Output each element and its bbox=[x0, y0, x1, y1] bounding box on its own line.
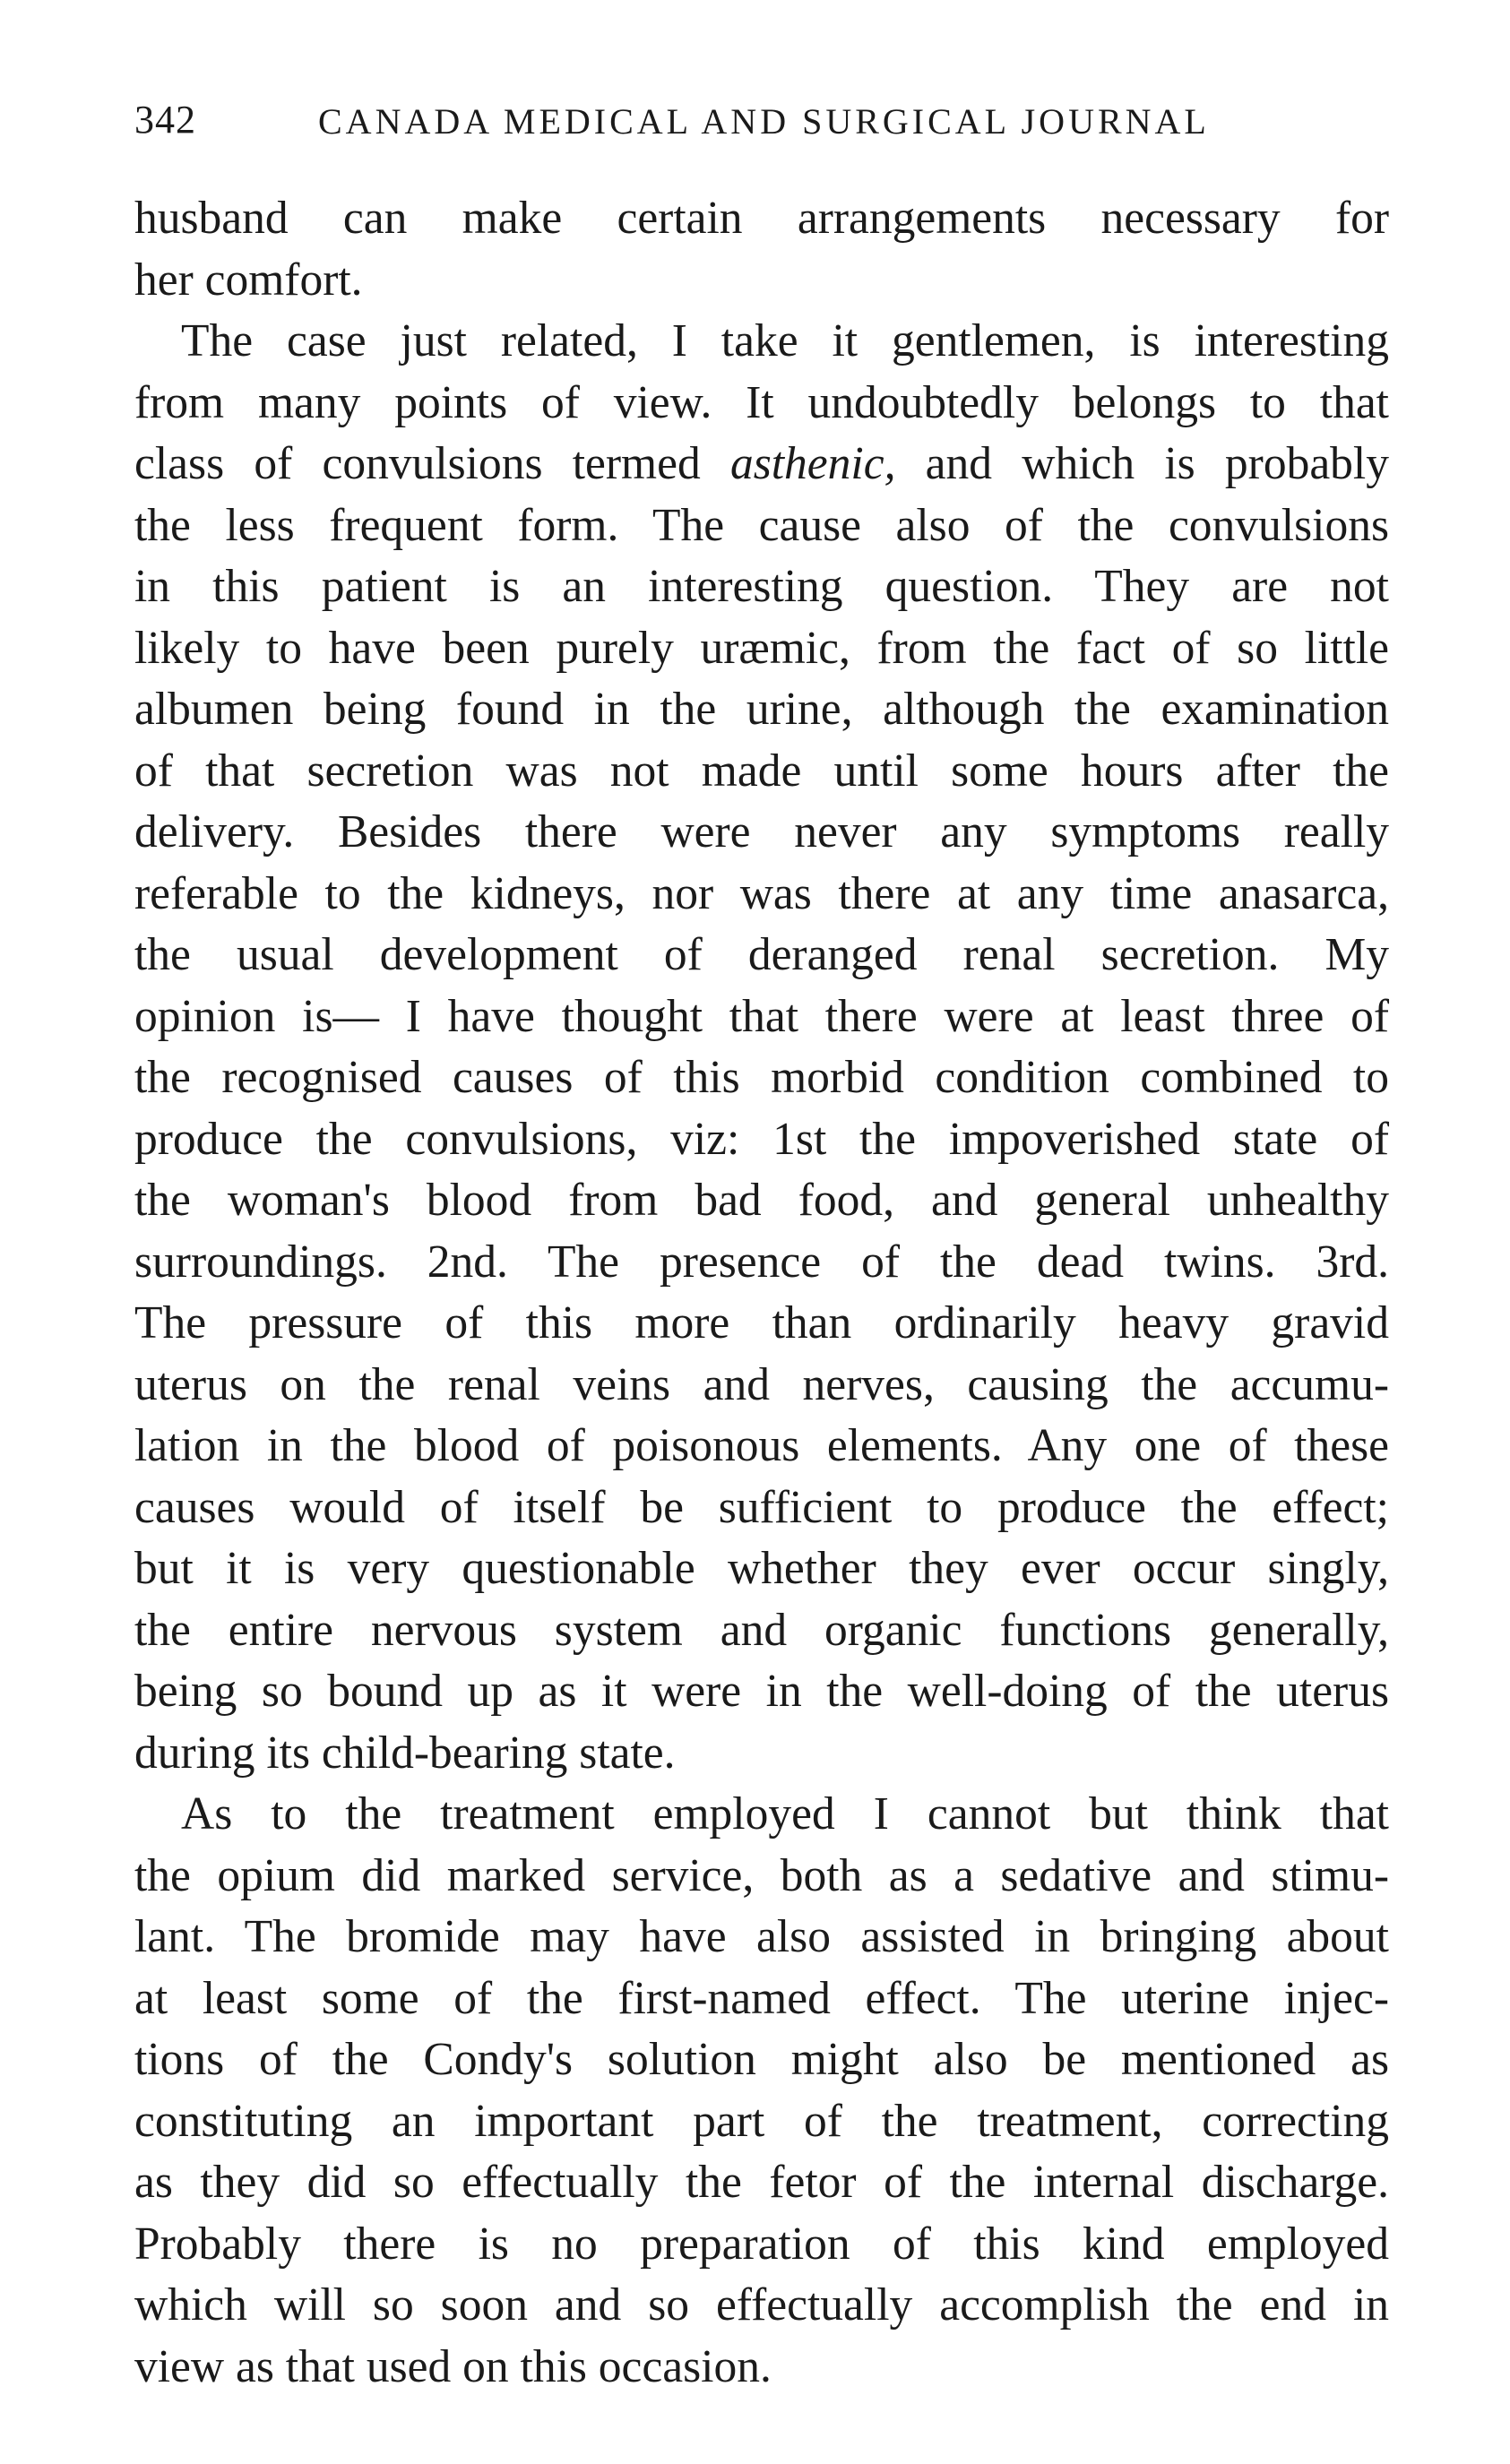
text-segment: class of convulsions termed bbox=[134, 438, 730, 489]
text-line: which will so soon and so effectually accomplish the end in bbox=[134, 2279, 1389, 2330]
text-line: constituting an important part of the treatment, correcting bbox=[134, 2095, 1389, 2147]
text-line: causes would of itself be sufficient to produce the effect; bbox=[134, 1481, 1389, 1533]
text-line: of that secretion was not made until some hours after the bbox=[134, 745, 1389, 797]
text-line: tions of the Condy's solution might also be mentioned as bbox=[134, 2034, 1389, 2085]
text-line: during its child-bearing state. bbox=[134, 1727, 676, 1779]
text-line: albumen being found in the urine, although the examination bbox=[134, 684, 1389, 735]
text-line: uterus on the renal veins and nerves, causing the accumu- bbox=[134, 1358, 1389, 1410]
paragraph-1 bbox=[134, 188, 1389, 311]
text-line: the entire nervous system and organic functions generally, bbox=[134, 1604, 1389, 1656]
paragraph-3 bbox=[134, 1784, 1389, 2398]
text-line: opinion is— I have thought that there were at least three of bbox=[134, 990, 1389, 1042]
text-line: referable to the kidneys, nor was there at any time anasarca, bbox=[134, 867, 1389, 919]
running-head bbox=[134, 81, 1389, 152]
text-line: view as that used on this occasion. bbox=[134, 2340, 772, 2392]
text-line: at least some of the first-named effect. The uterine injec- bbox=[134, 1972, 1389, 2024]
text-line: the recognised causes of this morbid condition combined to bbox=[134, 1052, 1389, 1103]
text-line: The pressure of this more than ordinarily heavy gravid bbox=[134, 1297, 1389, 1348]
text-line: produce the convulsions, viz: 1st the impoverished state of bbox=[134, 1113, 1389, 1165]
text-line: The case just related, I take it gentlemen, is interesting bbox=[181, 315, 1389, 366]
text-segment: and which is probably bbox=[895, 438, 1389, 489]
journal-title: CANADA MEDICAL AND SURGICAL JOURNAL bbox=[318, 101, 1210, 142]
page-number: 342 bbox=[134, 98, 196, 142]
text-line: surroundings. 2nd. The presence of the dead twins. 3rd. bbox=[134, 1236, 1389, 1288]
text-line: husband can make certain arrangements necessary for bbox=[134, 193, 1389, 244]
text-line: being so bound up as it were in the well-doing of the uterus bbox=[134, 1666, 1389, 1717]
text-line: likely to have been purely uræmic, from the fact of so little bbox=[134, 622, 1389, 674]
document-page bbox=[134, 81, 1389, 2398]
text-line: lation in the blood of poisonous elements. Any one of these bbox=[134, 1420, 1389, 1471]
text-line: Probably there is no preparation of this kind employed bbox=[134, 2218, 1389, 2270]
paragraph-2 bbox=[134, 311, 1389, 1784]
text-line: the woman's blood from bad food, and general unhealthy bbox=[134, 1175, 1389, 1226]
text-line: the opium did marked service, both as a sedative and stimu- bbox=[134, 1849, 1389, 1901]
text-line-with-italic bbox=[134, 434, 1389, 495]
text-line: lant. The bromide may have also assisted in bringing about bbox=[134, 1911, 1389, 1962]
text-line: from many points of view. It undoubtedly belongs to that bbox=[134, 376, 1389, 428]
text-line: delivery. Besides there were never any symptoms really bbox=[134, 806, 1389, 857]
text-line: in this patient is an interesting question. They are not bbox=[134, 561, 1389, 612]
italic-term: asthenic, bbox=[729, 438, 896, 489]
text-line: the less frequent form. The cause also of the convulsions bbox=[134, 499, 1389, 551]
text-line: the usual development of deranged renal secretion. My bbox=[134, 929, 1389, 980]
text-line: as they did so effectually the fetor of the internal discharge. bbox=[134, 2157, 1389, 2208]
text-line: but it is very questionable whether they ever occur singly, bbox=[134, 1543, 1389, 1594]
article-body bbox=[134, 188, 1389, 2398]
text-line: her comfort. bbox=[134, 254, 363, 306]
text-line: As to the treatment employed I cannot but think that bbox=[181, 1788, 1389, 1839]
